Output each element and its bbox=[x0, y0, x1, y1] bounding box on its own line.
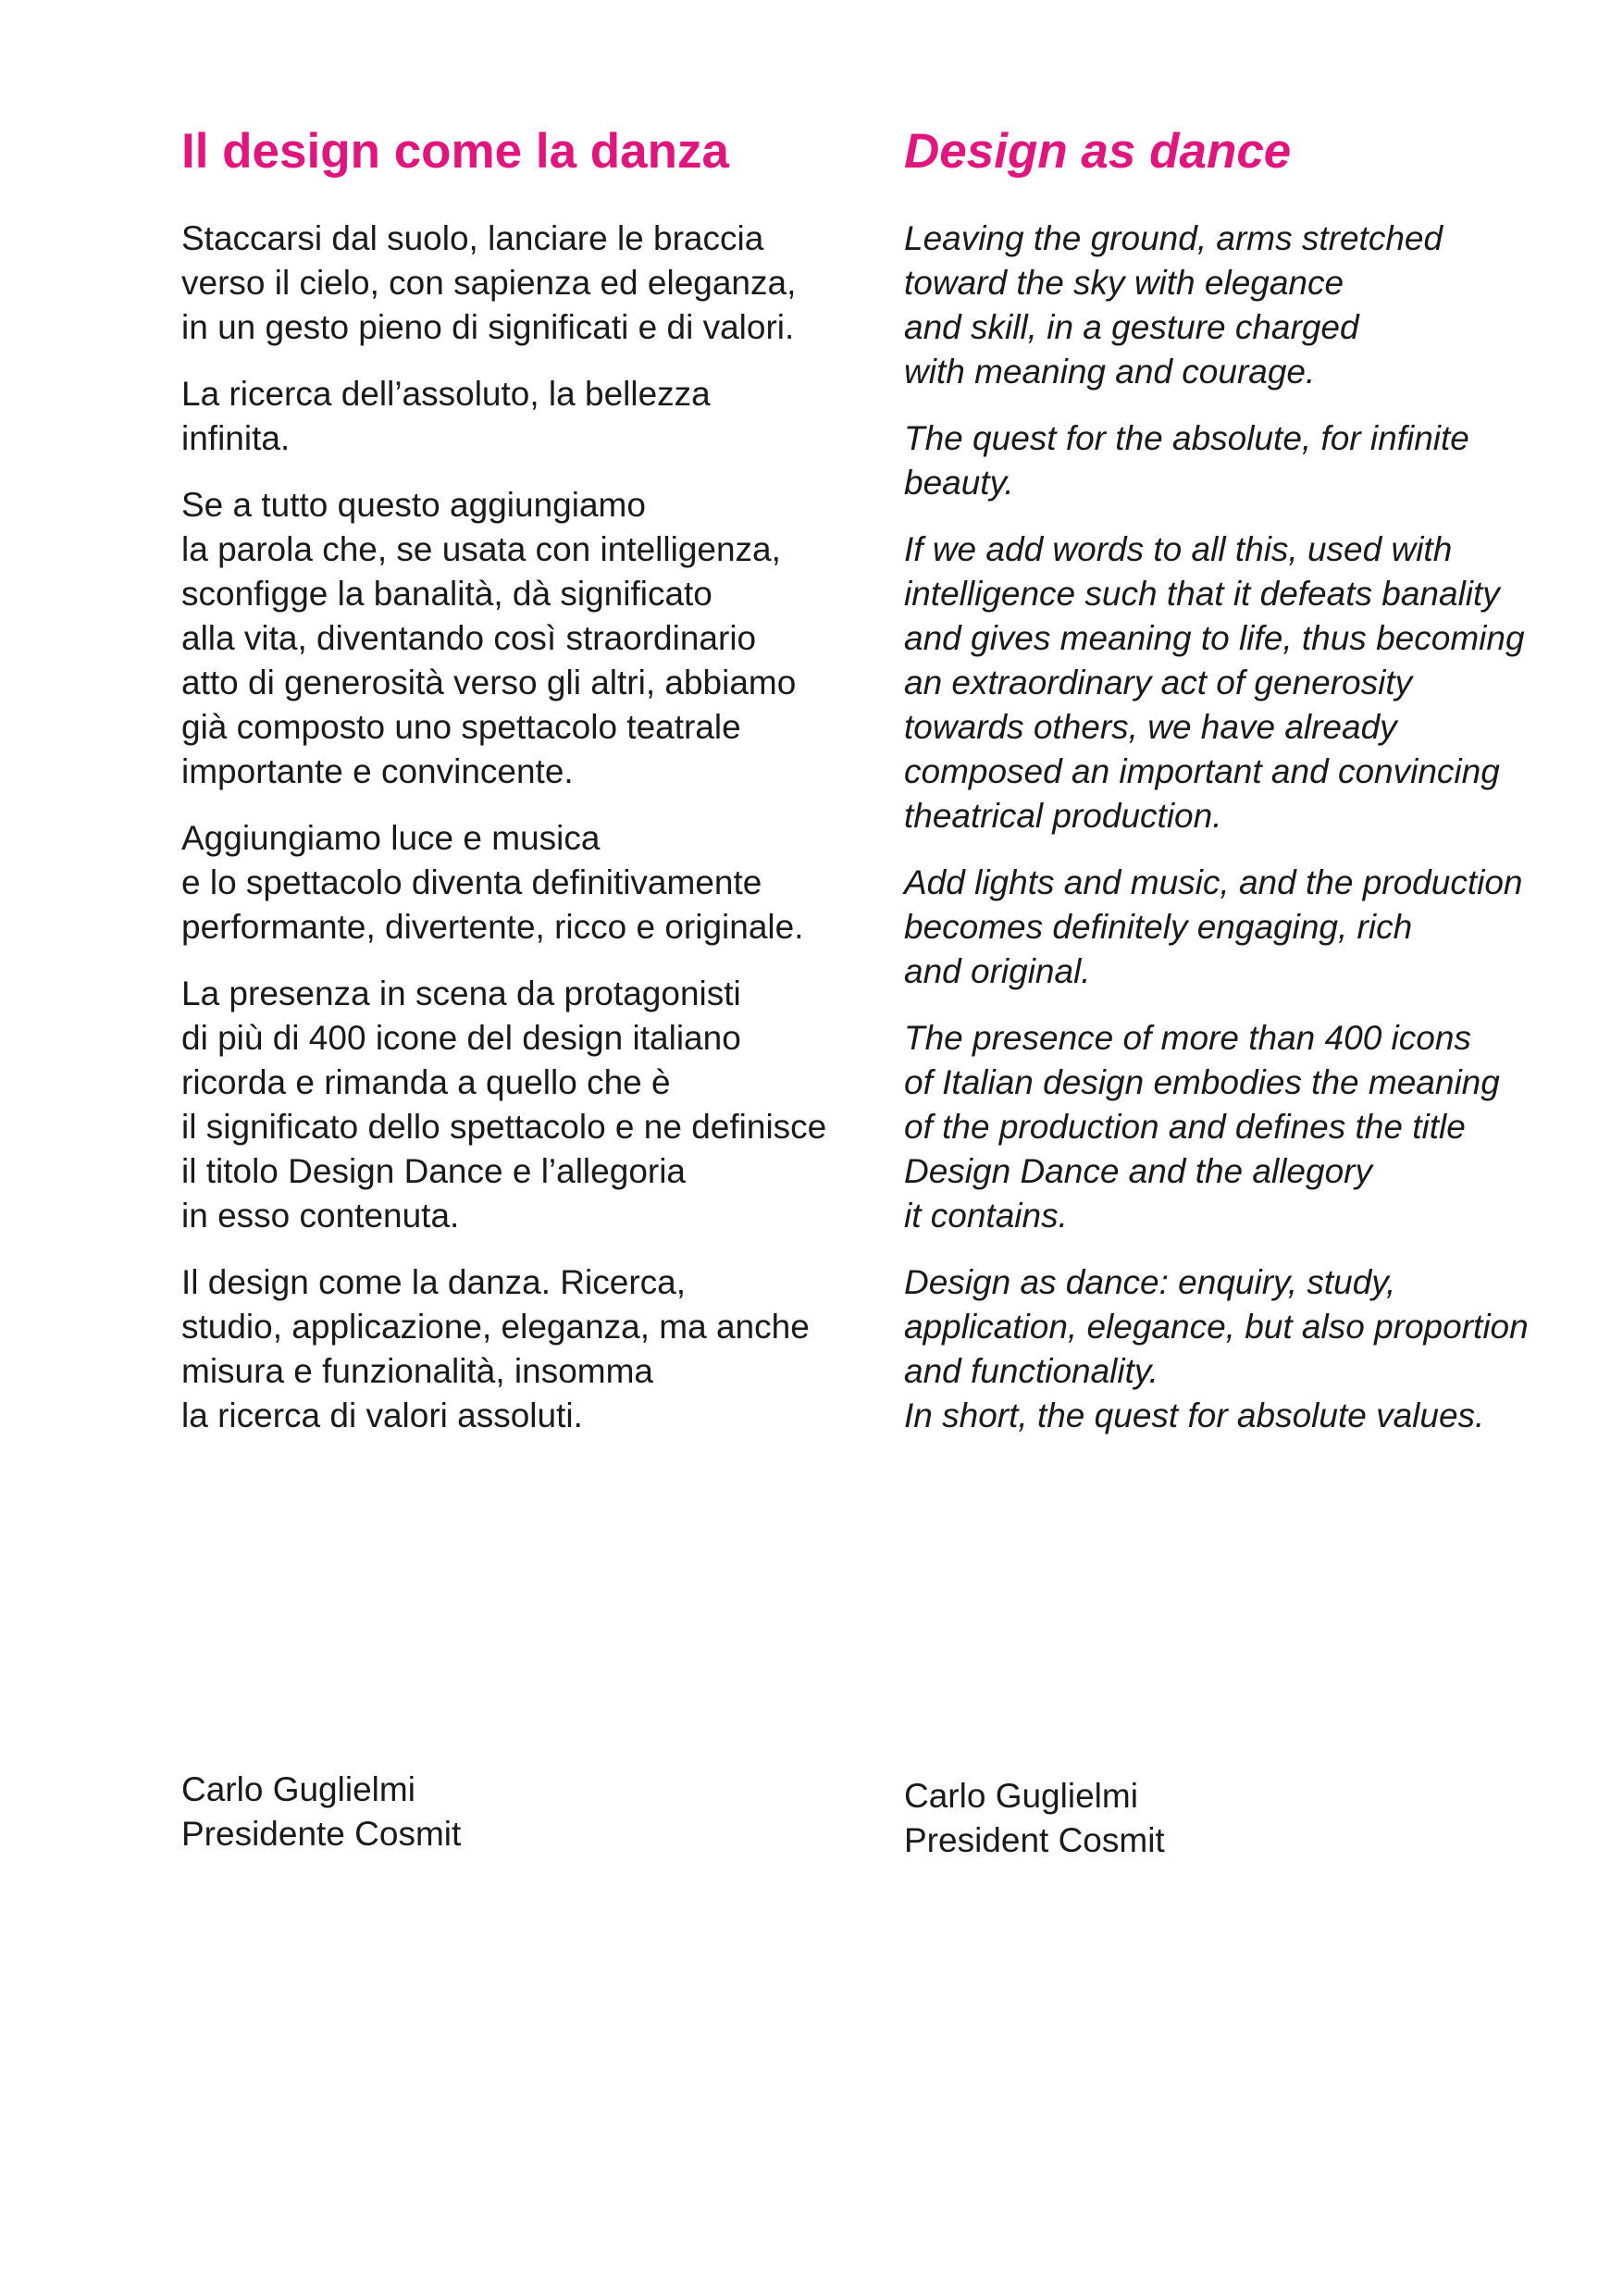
italian-paragraph-3: Se a tutto questo aggiungiamo la parola che, se usata con intelligenza, sconfigge la banalità, dà significato alla vita, diventando così straordinario atto di generosità verso gli altri, abbiamo già composto uno spettacolo teatrale importante e convincente. bbox=[181, 486, 797, 790]
english-heading: Design as dance bbox=[904, 124, 1292, 179]
english-paragraph-5: The presence of more than 400 icons of Italian design embodies the meaning of the production and defines the title Design Dance and the allegory it contains. bbox=[904, 1019, 1500, 1235]
english-paragraph-4: Add lights and music, and the production becomes definitely engaging, rich and original. bbox=[904, 863, 1523, 990]
italian-paragraph-6: Il design come la danza. Ricerca, studio, applicazione, eleganza, ma anche misura e funzionalità, insomma la ricerca di valori assoluti. bbox=[181, 1263, 810, 1434]
english-paragraph-3: If we add words to all this, used with intelligence such that it defeats banality and gives meaning to life, thus becoming an extraordinary act of generosity towards others, we have already composed an important and convincing theatrical production. bbox=[904, 530, 1525, 835]
italian-signature bbox=[181, 1768, 461, 1856]
english-signature-name: Carlo Guglielmi bbox=[904, 1777, 1138, 1815]
italian-signature-title: Presidente Cosmit bbox=[181, 1815, 462, 1853]
italian-paragraph-2: La ricerca dell’assoluto, la bellezza infinita. bbox=[181, 375, 711, 457]
italian-column bbox=[181, 122, 848, 1460]
english-paragraph-6: Design as dance: enquiry, study, application, elegance, but also proportion and functionality. In short, the quest for absolute values. bbox=[904, 1263, 1529, 1434]
italian-paragraph-4: Aggiungiamo luce e musica e lo spettacolo diventa definitivamente performante, divertente, ricco e originale. bbox=[181, 819, 804, 946]
italian-signature-name: Carlo Guglielmi bbox=[181, 1770, 415, 1808]
italian-paragraph-5: La presenza in scena da protagonisti di più di 400 icone del design italiano ricorda e rimanda a quello che è il significato dello spettacolo e ne definisce il titolo Design Dance e l’allegoria in esso contenuta. bbox=[181, 974, 827, 1235]
italian-paragraph-1: Staccarsi dal suolo, lanciare le braccia verso il cielo, con sapienza ed eleganza, in un gesto pieno di significati e di valori. bbox=[181, 219, 797, 346]
english-paragraph-2: The quest for the absolute, for infinite beauty. bbox=[904, 419, 1469, 502]
italian-heading: Il design come la danza bbox=[181, 124, 730, 179]
english-paragraph-1: Leaving the ground, arms stretched toward the sky with elegance and skill, in a gesture charged with meaning and courage. bbox=[904, 219, 1443, 391]
english-signature bbox=[904, 1774, 1165, 1863]
english-signature-title: President Cosmit bbox=[904, 1821, 1165, 1859]
english-column bbox=[904, 122, 1570, 1460]
